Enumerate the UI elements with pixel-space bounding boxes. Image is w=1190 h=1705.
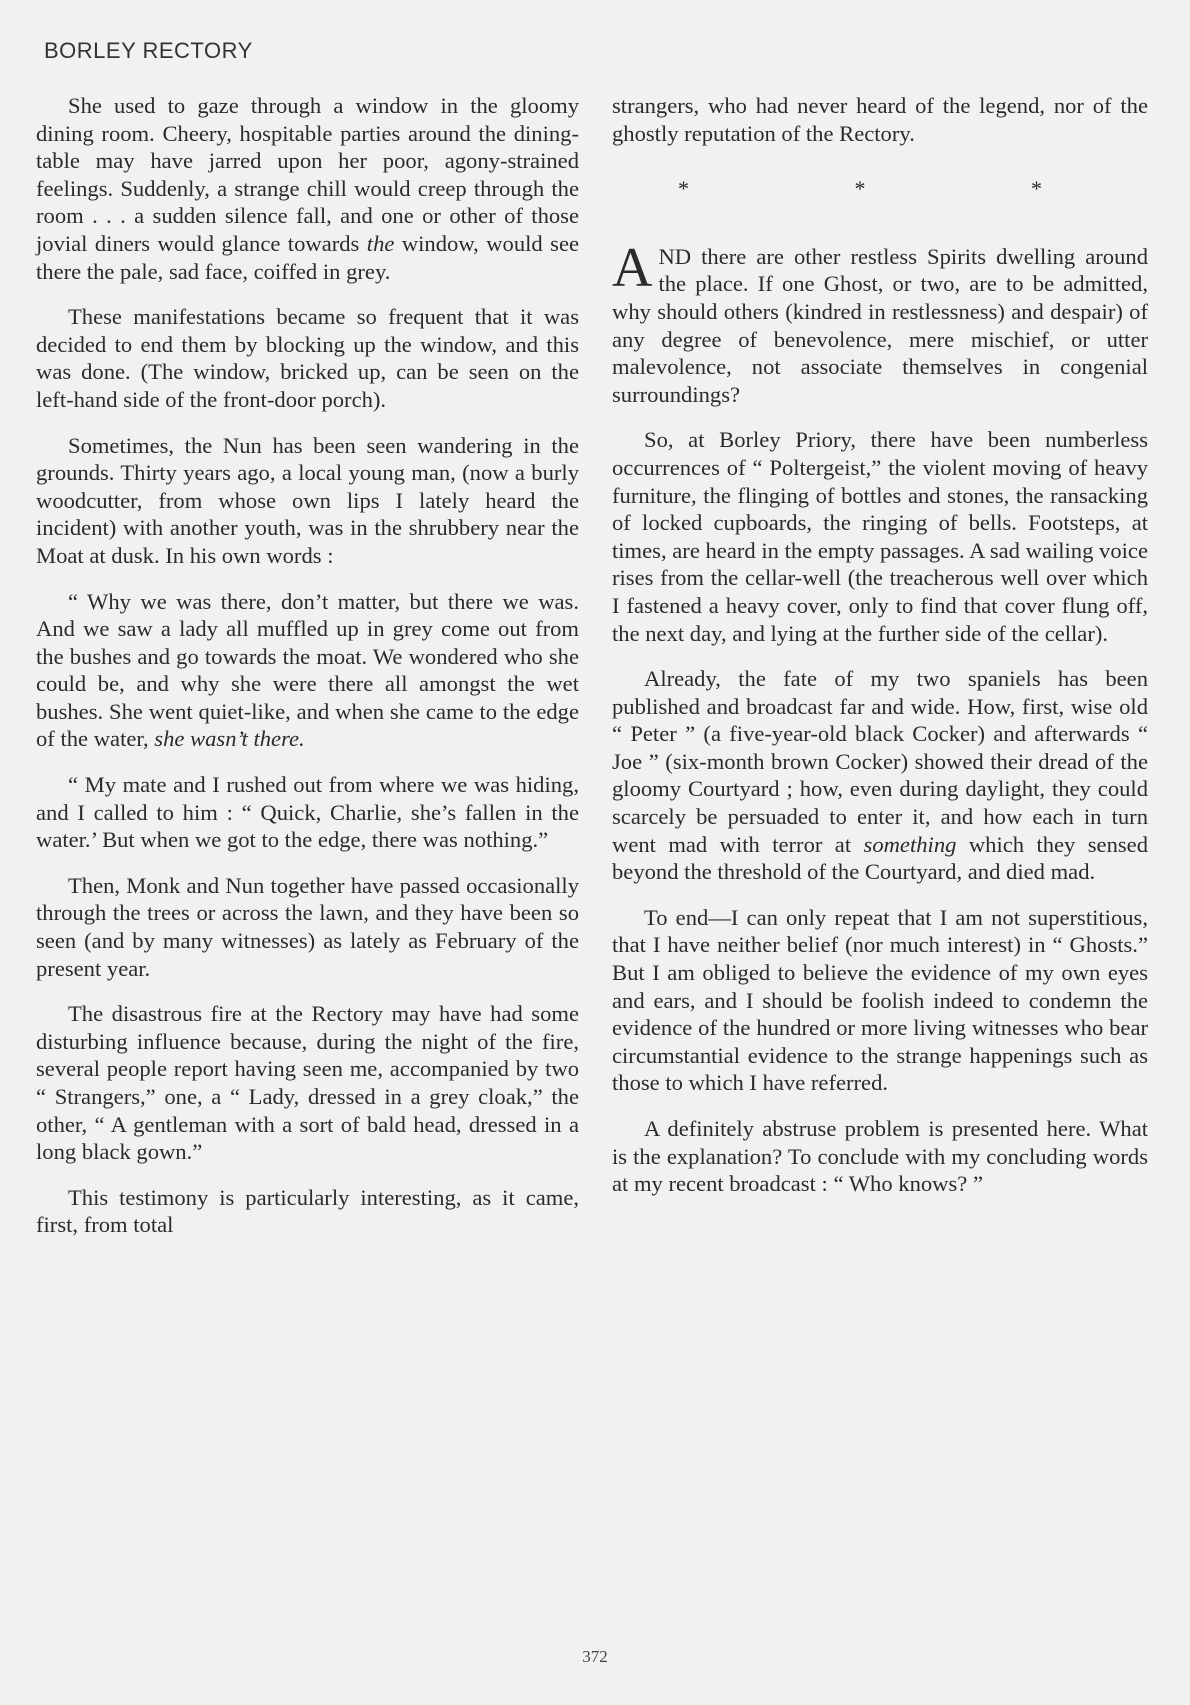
paragraph: These manifestations became so frequent that it was decided to end them by blocking up the window, and this was done. (The window, bricked up, can be seen on the left-hand side of the front-door porch). <box>36 304 579 412</box>
quoted-paragraph: “ Why we was there, don’t matter, but there we was. And we saw a lady all muffled up in grey come out from the bushes and go towards the moat. We wondered who she could be, and why she were there all amongst the wet bushes. She went quiet-like, and when she came to the edge of the water, she wasn’t there. <box>36 588 579 752</box>
paragraph: Sometimes, the Nun has been seen wandering in the grounds. Thirty years ago, a local young man, (now a burly woodcutter, from whose own lips I lately heard the incident) with another youth, was in the shrubbery near the Moat at dusk. In his own words : <box>36 432 579 568</box>
paragraph: Already, the fate of my two spaniels has been published and broadcast far and wide. How, first, wise old “ Peter ” (a five-year-old black Cocker) and afterwards “ Joe ” (six-month brown Cocker) showed their dread of the gloomy Courtyard ; how, even during daylight, they could scarcely be persuaded to enter it, and how each in turn went mad with terror at something which they sensed beyond the threshold of the Courtyard, and died mad. <box>612 666 1149 885</box>
left-column <box>36 92 579 1257</box>
paragraph: strangers, who had never heard of the legend, nor of the ghostly reputation of the Rectory. <box>612 93 1148 146</box>
drop-cap: A <box>612 236 653 299</box>
paragraph: AND there are other restless Spirits dwelling around the place. If one Ghost, or two, are to be admitted, why should others (kindred in restlessness) and despair) of any degree of benevolence, mere mischief, or utter malevolence, not associate themselves in congenial surroundings? <box>612 236 1148 407</box>
paragraph: So, at Borley Priory, there have been numberless occurrences of “ Poltergeist,” the violent moving of heavy furniture, the flinging of bottles and stones, the ransacking of locked cupboards, the ringing of bells. Footsteps, at times, are heard in the empty passages. A sad wailing voice rises from the cellar-well (the treacherous well over which I fastened a heavy cover, only to find that cover flung off, the next day, and lying at the further side of the cellar). <box>612 427 1148 646</box>
paragraph: Then, Monk and Nun together have passed occasionally through the trees or across the lawn, and they have been so seen (and by many witnesses) as lately as February of the present year. <box>36 872 579 981</box>
section-break-stars: * * * <box>678 176 1122 202</box>
paragraph: A definitely abstruse problem is presented here. What is the explanation? To conclude with my concluding words at my recent broadcast : “ Who knows? ” <box>612 1116 1148 1197</box>
paragraph: This testimony is particularly interesting, as it came, first, from total <box>36 1184 579 1238</box>
quoted-paragraph: “ My mate and I rushed out from where we was hiding, and I called to him : “ Quick, Charlie, she’s fallen in the water.’ But when we got to the edge, there was nothing.” <box>36 772 579 853</box>
paragraph: She used to gaze through a window in the gloomy dining room. Cheery, hospitable parties around the dining-table may have jarred upon her poor, agony-strained feelings. Suddenly, a strange chill would creep through the room . . . a sudden silence fall, and one or other of those jovial diners would glance towards the window, would see there the pale, sad face, coiffed in grey. <box>36 93 579 284</box>
right-column <box>612 92 1148 1216</box>
paragraph: The disastrous fire at the Rectory may have had some disturbing influence because, during the night of the fire, several people report having seen me, accompanied by two “ Strangers,” one, a “ Lady, dressed in a grey cloak,” the other, “ A gentleman with a sort of bald head, dressed in a long black gown.” <box>36 1001 579 1165</box>
paragraph: To end—I can only repeat that I am not superstitious, that I have neither belief (nor much interest) in “ Ghosts.” But I am obliged to believe the evidence of my own eyes and ears, and I should be foolish indeed to condemn the evidence of the hundred or more living witnesses who bear circumstantial evidence to the strange happenings such as those to which I have referred. <box>612 904 1148 1096</box>
running-header: BORLEY RECTORY <box>44 38 253 63</box>
page-number: 372 <box>582 1647 608 1666</box>
